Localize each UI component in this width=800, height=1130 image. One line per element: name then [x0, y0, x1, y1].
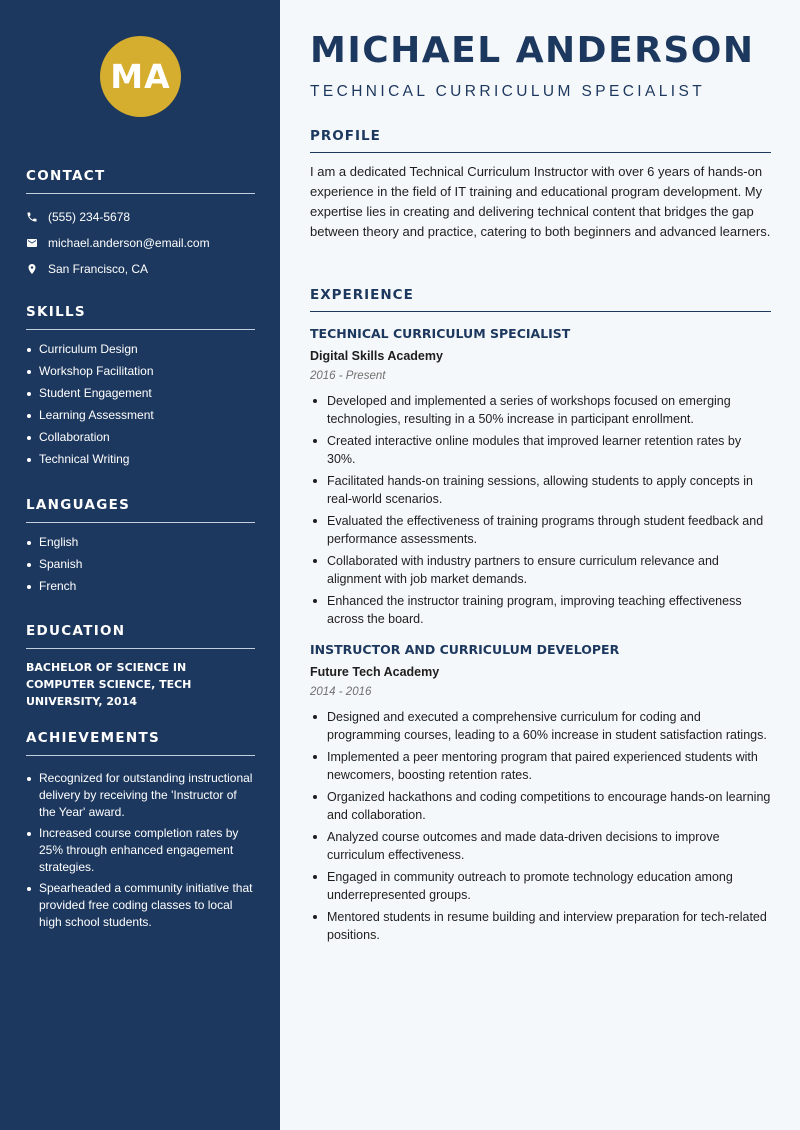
- skill-item: Workshop Facilitation: [26, 363, 255, 380]
- job-bullets: [310, 708, 771, 944]
- person-name: MICHAEL ANDERSON: [310, 30, 755, 71]
- email-icon: [26, 237, 38, 249]
- job-dates: 2014 - 2016: [310, 686, 372, 698]
- job-bullets: [310, 392, 771, 628]
- achievement-item: Increased course completion rates by 25% through enhanced engagement strategies.: [26, 825, 255, 876]
- contact-heading: CONTACT: [26, 168, 255, 194]
- experience-section: [310, 287, 771, 948]
- job-dates: 2016 - Present: [310, 370, 386, 382]
- job-title: TECHNICAL CURRICULUM SPECIALIST: [310, 326, 571, 341]
- languages-list: [26, 534, 255, 595]
- job-bullet: Designed and executed a comprehensive curriculum for coding and programming courses, leading to a 60% increase in student satisfaction ratings.: [310, 708, 771, 744]
- achievement-item: Recognized for outstanding instructional delivery by receiving the 'Instructor of the Year' award.: [26, 770, 255, 821]
- contact-email[interactable]: [26, 230, 255, 256]
- job-bullet: Mentored students in resume building and interview preparation for tech-related positions.: [310, 908, 771, 944]
- languages-heading: LANGUAGES: [26, 497, 255, 523]
- languages-section: [26, 497, 255, 600]
- skill-item: Student Engagement: [26, 385, 255, 402]
- contact-location: [26, 256, 255, 282]
- language-item: English: [26, 534, 255, 551]
- skills-list: [26, 341, 255, 468]
- education-degree: BACHELOR OF SCIENCE IN COMPUTER SCIENCE, TECH UNIVERSITY, 2014: [26, 661, 192, 708]
- job-bullet: Enhanced the instructor training program, improving teaching effectiveness across the board.: [310, 592, 771, 628]
- language-item: French: [26, 578, 255, 595]
- location-text: San Francisco, CA: [48, 262, 149, 276]
- person-role: TECHNICAL CURRICULUM SPECIALIST: [310, 83, 706, 100]
- job-bullet: Implemented a peer mentoring program that paired experienced students with newcomers, boosting retention rates.: [310, 748, 771, 784]
- job-entry: [310, 326, 771, 628]
- company-name: Future Tech Academy: [310, 665, 440, 679]
- skill-item: Learning Assessment: [26, 407, 255, 424]
- job-bullet: Created interactive online modules that improved learner retention rates by 30%.: [310, 432, 771, 468]
- avatar: MA: [100, 36, 181, 117]
- job-bullet: Evaluated the effectiveness of training programs through student feedback and performance assessments.: [310, 512, 771, 548]
- location-pin-icon: [26, 263, 38, 275]
- skill-item: Curriculum Design: [26, 341, 255, 358]
- achievements-list: [26, 770, 255, 931]
- contact-section: [26, 168, 255, 282]
- job-bullet: Collaborated with industry partners to ensure curriculum relevance and alignment with job market demands.: [310, 552, 771, 588]
- education-heading: EDUCATION: [26, 623, 255, 649]
- email-text: michael.anderson@email.com: [48, 236, 210, 250]
- language-item: Spanish: [26, 556, 255, 573]
- skill-item: Collaboration: [26, 429, 255, 446]
- job-bullet: Facilitated hands-on training sessions, allowing students to apply concepts in real-world scenarios.: [310, 472, 771, 508]
- achievements-heading: ACHIEVEMENTS: [26, 730, 255, 756]
- job-bullet: Developed and implemented a series of workshops focused on emerging technologies, resulting in a 50% increase in participant enrollment.: [310, 392, 771, 428]
- sidebar: [0, 0, 280, 1130]
- phone-text: (555) 234-5678: [48, 210, 131, 224]
- profile-section: [310, 128, 771, 242]
- company-name: Digital Skills Academy: [310, 349, 443, 363]
- contact-phone[interactable]: [26, 204, 255, 230]
- job-bullet: Engaged in community outreach to promote technology education among underrepresented groups.: [310, 868, 771, 904]
- experience-heading: EXPERIENCE: [310, 287, 771, 312]
- skills-section: [26, 304, 255, 473]
- skill-item: Technical Writing: [26, 451, 255, 468]
- achievements-section: [26, 730, 255, 935]
- profile-text: I am a dedicated Technical Curriculum Instructor with over 6 years of hands-on experience in the field of IT training and educational program development. My expertise lies in creating and delivering technical content that bridges the gap between theory and practice, catering to both beginners and advanced learners.: [310, 164, 771, 239]
- job-entry: [310, 642, 771, 944]
- education-section: [26, 623, 255, 710]
- job-bullet: Analyzed course outcomes and made data-driven decisions to improve curriculum effectiveness.: [310, 828, 771, 864]
- job-title: INSTRUCTOR AND CURRICULUM DEVELOPER: [310, 642, 620, 657]
- profile-heading: PROFILE: [310, 128, 771, 153]
- skills-heading: SKILLS: [26, 304, 255, 330]
- job-bullet: Organized hackathons and coding competitions to encourage hands-on learning and collaboration.: [310, 788, 771, 824]
- phone-icon: [26, 211, 38, 223]
- achievement-item: Spearheaded a community initiative that provided free coding classes to local high school students.: [26, 880, 255, 931]
